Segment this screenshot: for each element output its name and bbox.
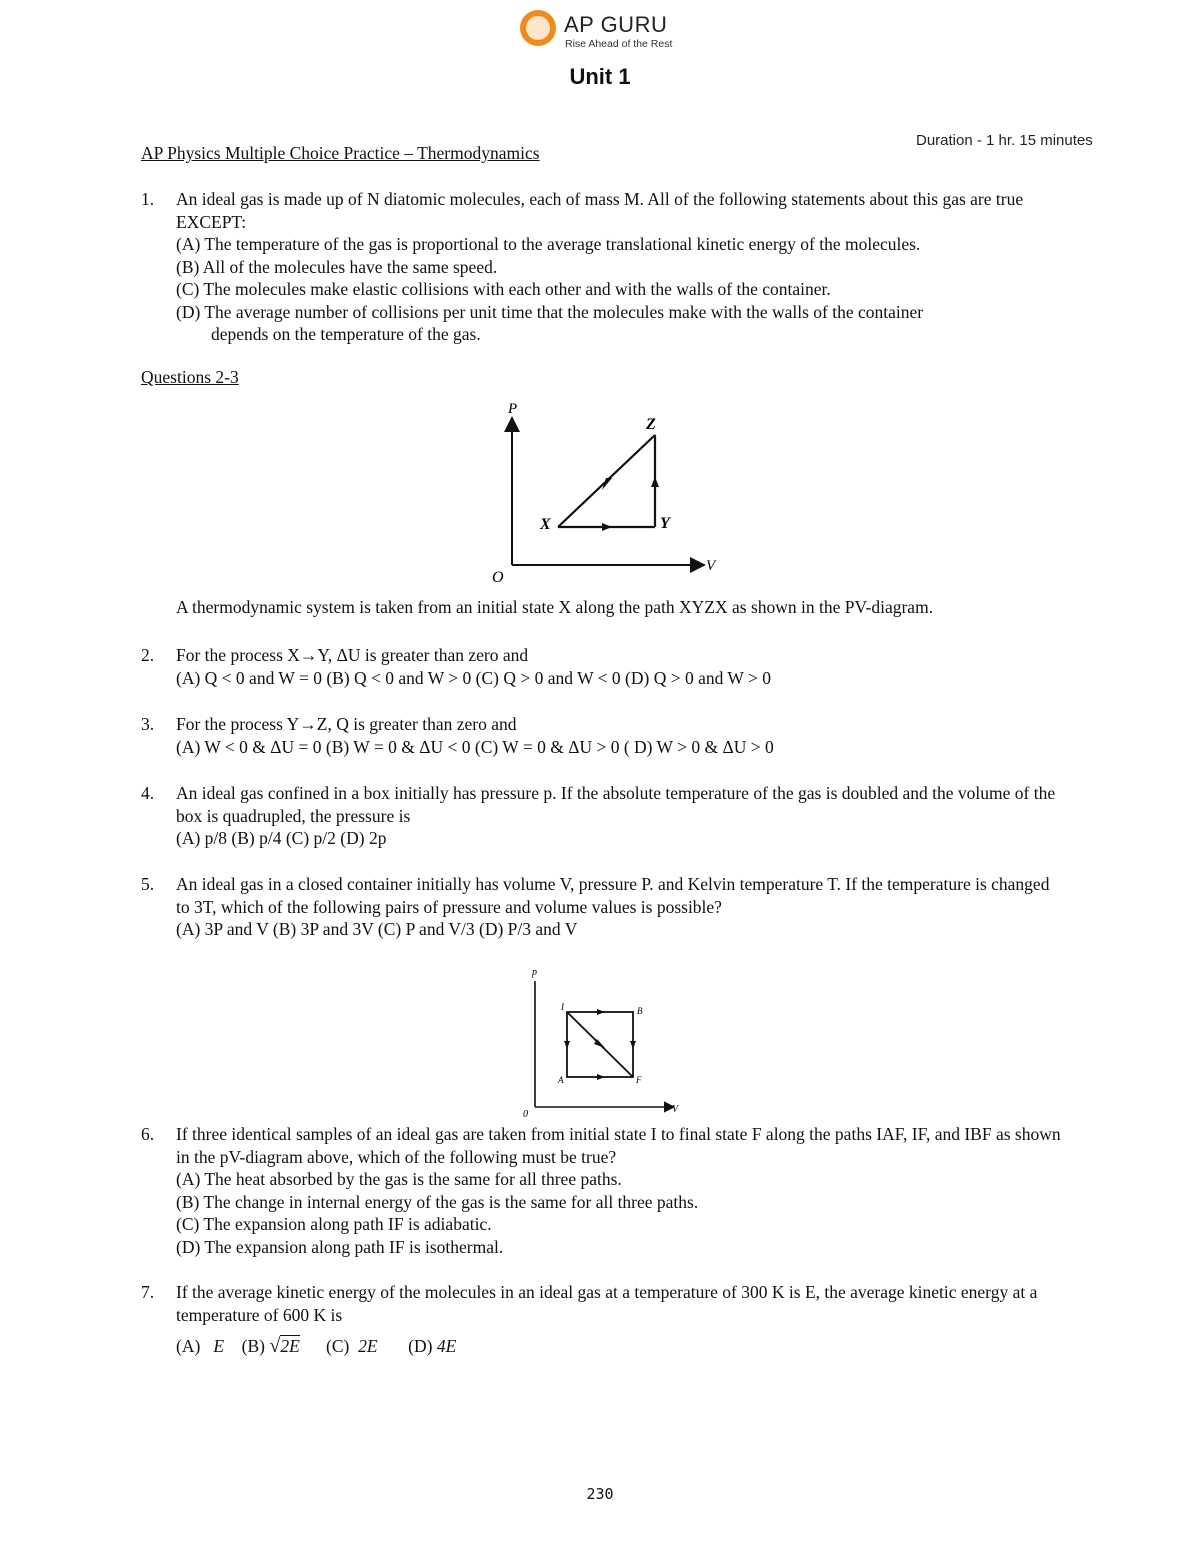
point-z-label: Z [646, 416, 656, 433]
p-axis-label: p [532, 967, 537, 978]
option-b: (B) The change in internal energy of the gas is the same for all three paths. [176, 1191, 699, 1212]
option-d-value: 4E [436, 1336, 457, 1356]
option-a-value: E [213, 1336, 225, 1356]
unit-title: Unit 1 [569, 64, 631, 89]
option-a: (A) The heat absorbed by the gas is the same for all three paths. [176, 1169, 622, 1189]
option-d-continued: depends on the temperature of the gas. [211, 324, 481, 344]
question-stem: An ideal gas in a closed container initially has volume V, pressure P. and Kelvin temperature T. If the temperature is changed to 3T, which of the following pairs of pressure and volume values is possible? [176, 874, 1050, 917]
question-number: 1. [141, 189, 155, 209]
answer-options: (A) W < 0 & ΔU = 0 (B) W = 0 & ΔU < 0 (C) W = 0 & ΔU > 0 ( D) W > 0 & ΔU > 0 [176, 736, 774, 757]
question-stem: If the average kinetic energy of the molecules in an ideal gas at a temperature of 300 K is E, the average kinetic energy at a temperature of 600 K is [176, 1282, 1038, 1325]
option-d-letter: (D) [408, 1336, 433, 1356]
question-stem: For the process Y→Z, Q is greater than zero and [176, 714, 517, 734]
option-d: (D) The expansion along path IF is isothermal. [176, 1236, 504, 1257]
ap-guru-logo [520, 10, 700, 52]
option-c: (C) The molecules make elastic collisions with each other and with the walls of the container. [176, 279, 831, 299]
v-axis-label: V [706, 558, 716, 574]
pv-diagram-iaf [515, 965, 685, 1120]
question-stem: For the process X→Y, ΔU is greater than zero and [176, 645, 529, 665]
document-title: AP Physics Multiple Choice Practice – Thermodynamics [141, 143, 540, 163]
point-i-label: I [561, 1002, 564, 1012]
option-c-letter: (C) [326, 1336, 350, 1356]
option-c: (C) The expansion along path IF is adiabatic. [176, 1214, 492, 1234]
point-a-label: A [558, 1075, 564, 1085]
answer-options [176, 1335, 1066, 1358]
question-number: 3. [141, 714, 155, 734]
page-number: 230 [586, 1485, 614, 1503]
sqrt-icon: √ [269, 1335, 281, 1357]
origin-label: O [492, 569, 504, 586]
duration-label: Duration - 1 hr. 15 minutes [916, 132, 1093, 149]
option-b-letter: (B) [241, 1336, 265, 1356]
question-number: 6. [141, 1124, 155, 1144]
point-b-label: B [637, 1006, 643, 1016]
arrow-ib [597, 1009, 605, 1015]
option-b-value: 2E [280, 1336, 300, 1356]
answer-options: (A) 3P and V (B) 3P and 3V (C) P and V/3 (D) P/3 and V [176, 919, 578, 939]
answer-options: (A) Q < 0 and W = 0 (B) Q < 0 and W > 0 (C) Q > 0 and W < 0 (D) Q > 0 and W > 0 [176, 667, 771, 688]
question-stem: If three identical samples of an ideal gas are taken from initial state I to final state F along the paths IAF, IF, and IBF as shown in the pV-diagram above, which of the following must be true? [176, 1124, 1061, 1167]
arrow-xy [602, 523, 612, 531]
section-header: Questions 2-3 [141, 367, 239, 387]
v-axis-label: V [672, 1104, 679, 1115]
question-number: 2. [141, 645, 155, 665]
logo-mark-icon [520, 10, 556, 46]
origin-label: 0 [523, 1109, 528, 1120]
point-x-label: X [540, 516, 551, 533]
arrow-af [597, 1074, 605, 1080]
question-stem: An ideal gas is made up of N diatomic molecules, each of mass M. All of the following statements about this gas are true EXCEPT: [176, 189, 1024, 232]
option-c-value: 2E [358, 1336, 378, 1356]
logo-brand: AP GURU [564, 12, 668, 37]
diagram-caption: A thermodynamic system is taken from an initial state X along the path XYZX as shown in the PV-diagram. [176, 597, 934, 617]
option-d: (D) The average number of collisions per unit time that the molecules make with the walls of the container [176, 301, 924, 322]
arrow-yz [651, 477, 659, 487]
point-f-label: F [636, 1075, 642, 1085]
option-a: (A) The temperature of the gas is proportional to the average translational kinetic energy of the molecules. [176, 234, 921, 254]
option-a-letter: (A) [176, 1336, 201, 1356]
answer-options: (A) p/8 (B) p/4 (C) p/2 (D) 2p [176, 828, 387, 848]
question-number: 4. [141, 783, 155, 803]
point-y-label: Y [660, 515, 670, 532]
arrow-bf [630, 1041, 636, 1049]
option-b: (B) All of the molecules have the same speed. [176, 256, 498, 277]
pv-diagram-xyz [470, 395, 730, 590]
question-number: 7. [141, 1282, 155, 1302]
arrow-ia [564, 1041, 570, 1049]
logo-tagline: Rise Ahead of the Rest [565, 38, 673, 50]
question-stem: An ideal gas confined in a box initially has pressure p. If the absolute temperature of the gas is doubled and the volume of the box is quadrupled, the pressure is [176, 783, 1056, 826]
question-number: 5. [141, 874, 155, 894]
p-axis-label: P [508, 401, 518, 417]
